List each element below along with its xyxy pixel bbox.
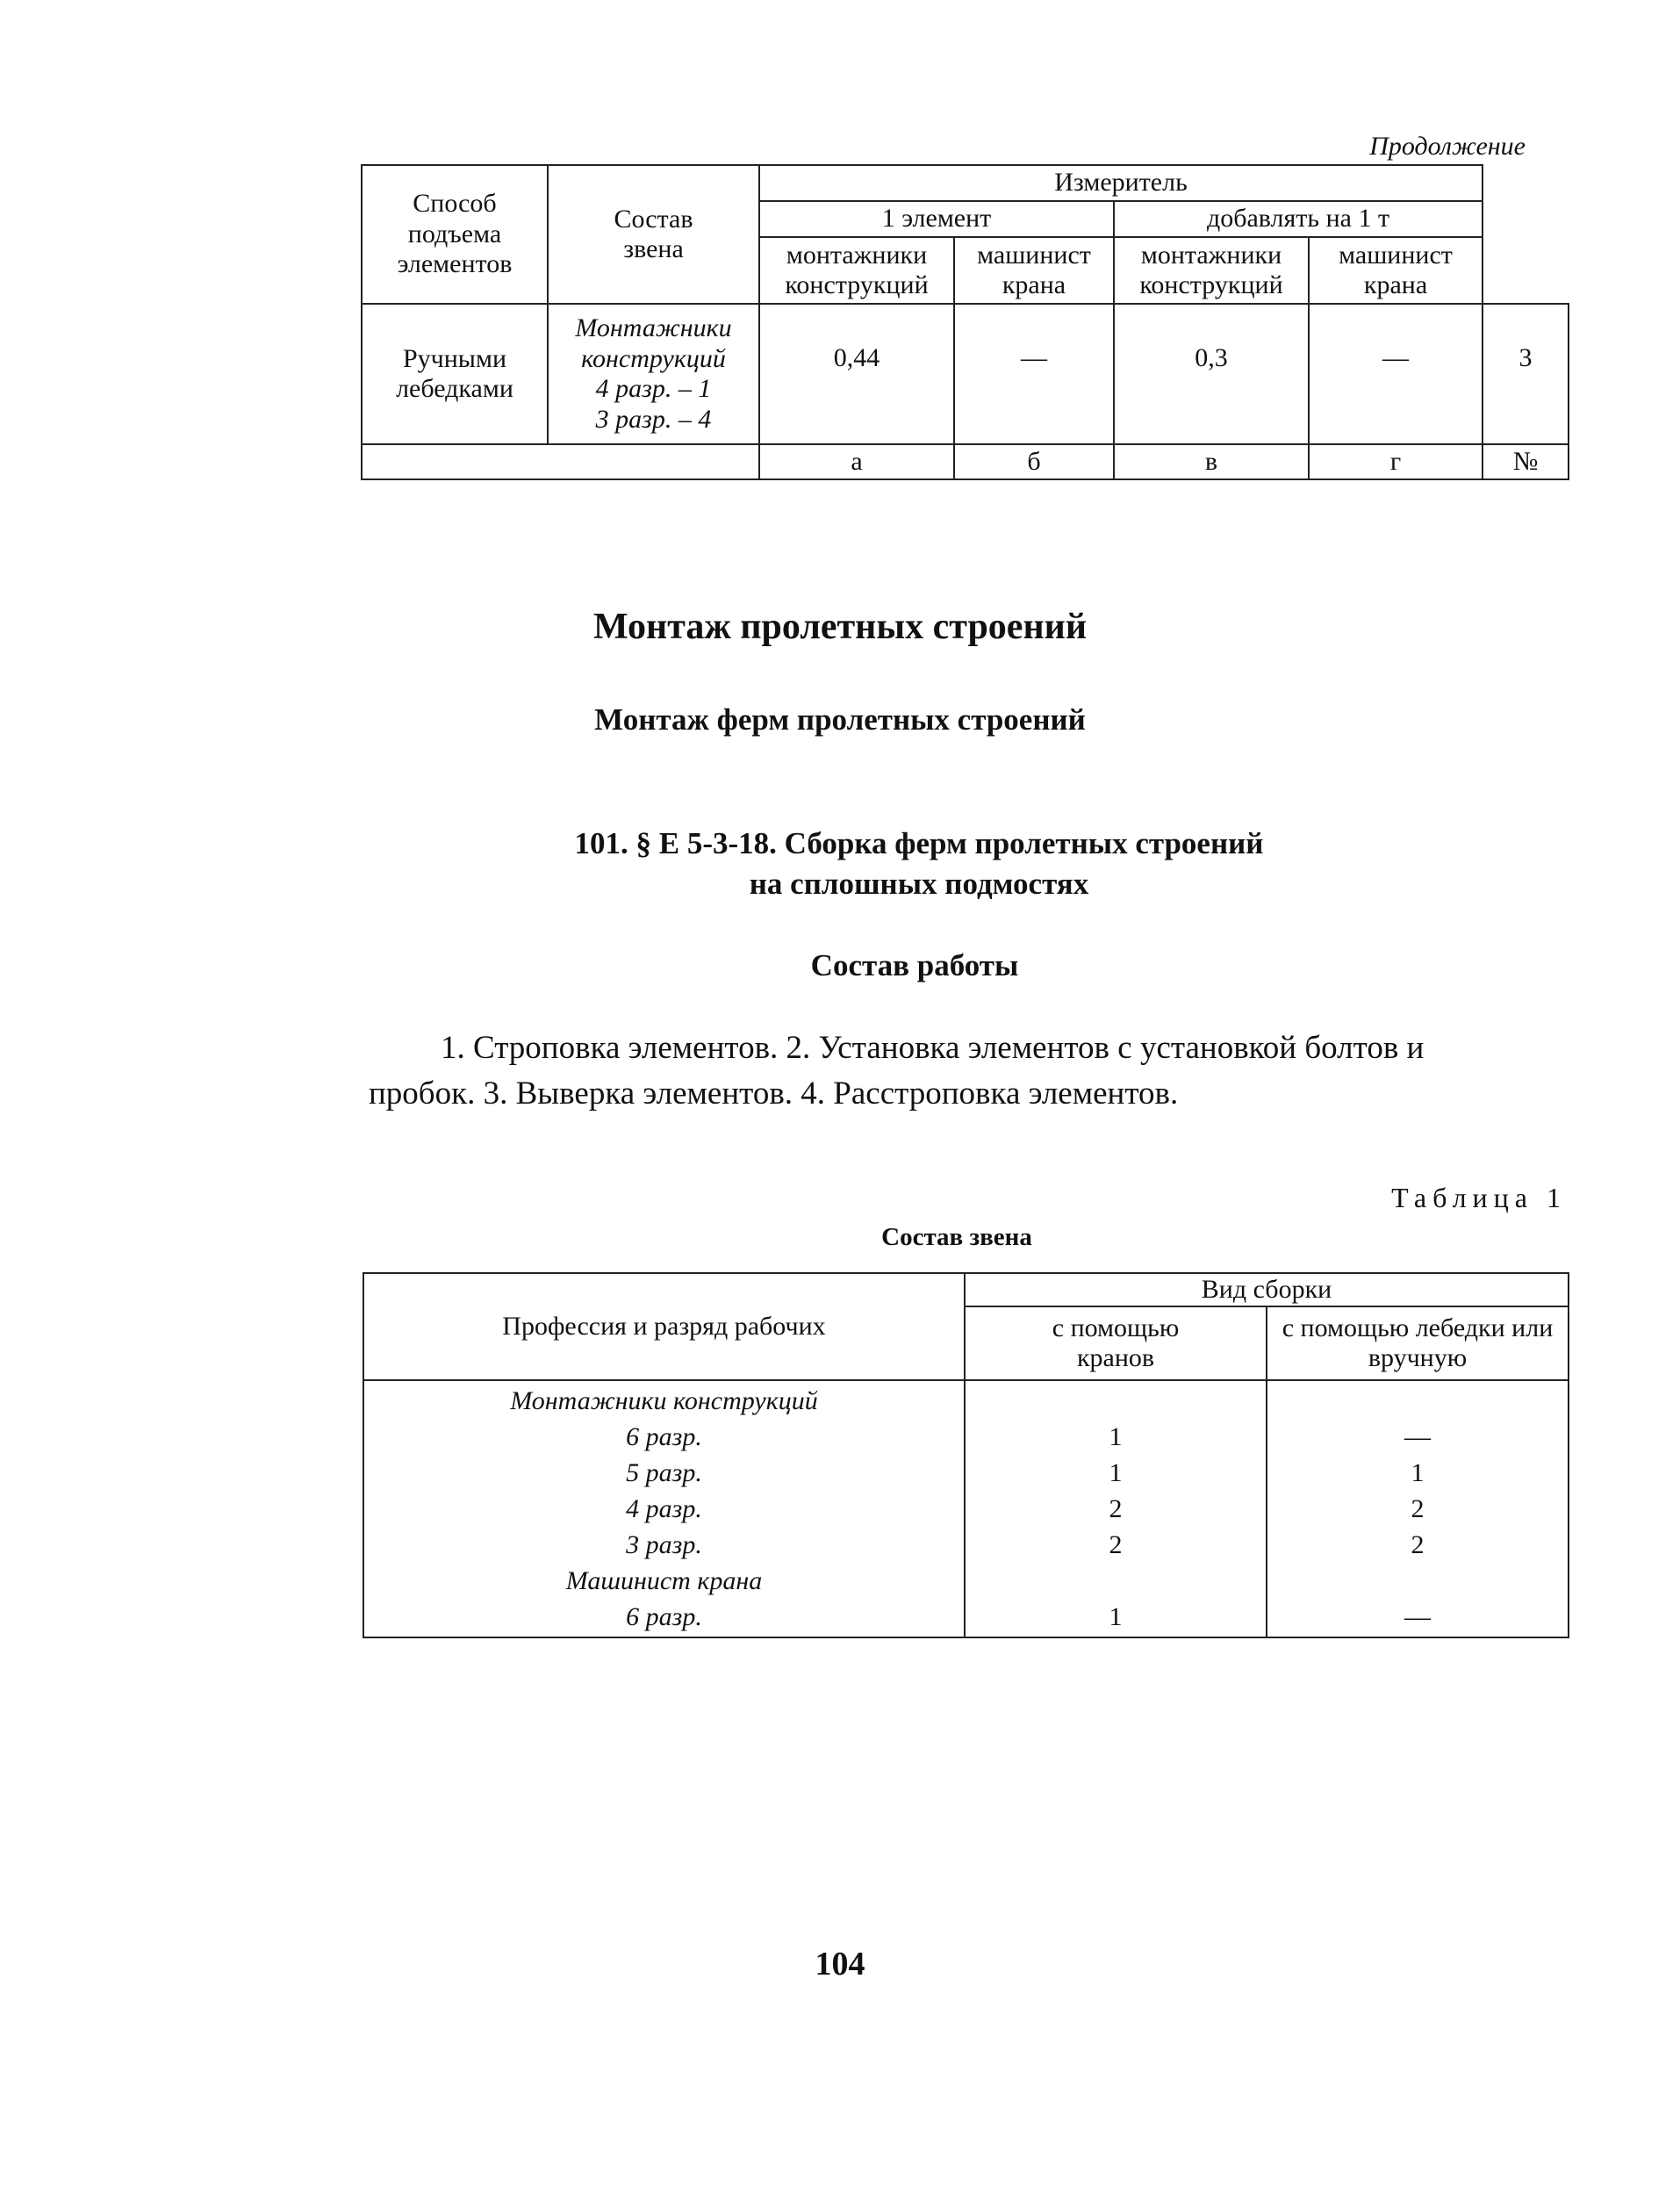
table-title: Состав звена — [881, 1223, 1032, 1251]
heading-main: Монтаж пролетных строений — [592, 607, 1088, 647]
header-installers-a: монтажники конструкций — [759, 237, 954, 304]
header-profession: Профессия и разряд рабочих — [363, 1273, 965, 1380]
work-description — [369, 1025, 1567, 1117]
row-value-a: 0,44 — [759, 304, 954, 444]
footer-a: а — [759, 444, 954, 479]
crew-cranes-value: 2 — [1109, 1494, 1123, 1523]
footer-d: г — [1309, 444, 1483, 479]
crew-row-label: 3 разр. — [626, 1530, 702, 1559]
header-one-element: 1 элемент — [759, 201, 1114, 237]
row-number: 3 — [1483, 304, 1569, 444]
row-method: Ручными лебедками — [362, 304, 548, 444]
crew-cranes-value: 2 — [1109, 1530, 1123, 1559]
work-text-line1: 1. Строповка элементов. 2. Установка элементов с установкой болтов и — [441, 1030, 1425, 1066]
crew-cranes-values — [965, 1380, 1267, 1637]
crew-row-label: 4 разр. — [626, 1494, 702, 1523]
header-crane-operator-d: машинист крана — [1309, 237, 1483, 304]
row-crew — [548, 304, 759, 444]
crew-row-label: 6 разр. — [626, 1422, 702, 1451]
crew-winch-values — [1267, 1380, 1569, 1637]
footer-b: б — [954, 444, 1114, 479]
crew-table — [363, 1272, 1569, 1638]
section-title-line2: на сплошных подмостях — [749, 866, 1089, 901]
crew-cranes-value — [966, 1563, 1266, 1599]
header-number-blank — [1483, 165, 1569, 304]
header-winch: с помощью лебедки или вручную — [1267, 1306, 1569, 1380]
crew-row-label: Монтажники конструкций — [510, 1386, 818, 1415]
crew-cranes-value: 1 — [1109, 1602, 1123, 1631]
header-meter: Измеритель — [759, 165, 1483, 201]
crew-winch-value: — — [1404, 1602, 1431, 1631]
crew-cranes-value: 1 — [1109, 1458, 1123, 1487]
crew-row-label: 6 разр. — [626, 1602, 702, 1631]
row-crew-grade3: 3 разр. – 4 — [595, 404, 712, 434]
header-cranes: с помощью кранов — [965, 1306, 1267, 1380]
continuation-label: Продолжение — [1369, 132, 1526, 161]
crew-row-label: Машинист крана — [565, 1566, 763, 1595]
header-method: Способ подъема элементов — [362, 165, 548, 304]
crew-cranes-value: 1 — [1109, 1422, 1123, 1451]
crew-winch-value: 2 — [1411, 1530, 1425, 1559]
work-heading: Состав работы — [810, 948, 1019, 982]
header-installers-c: монтажники конструкций — [1114, 237, 1309, 304]
row-value-c: 0,3 — [1114, 304, 1309, 444]
header-crew: Состав звена — [548, 165, 759, 304]
crew-winch-value — [1267, 1563, 1568, 1599]
header-crane-operator-b: машинист крана — [954, 237, 1114, 304]
footer-c: в — [1114, 444, 1309, 479]
crew-cranes-value — [966, 1383, 1266, 1419]
work-text-line2: пробок. 3. Выверка элементов. 4. Расстроповка элементов. — [369, 1075, 1179, 1112]
crew-winch-value: — — [1404, 1422, 1431, 1451]
section-title-line1: 101. § Е 5-3-18. Сборка ферм пролетных строений — [574, 826, 1264, 860]
row-value-b: — — [954, 304, 1114, 444]
header-add-per-ton: добавлять на 1 т — [1114, 201, 1483, 237]
footer-blank — [362, 444, 759, 479]
section-title — [0, 824, 1680, 903]
row-value-d: — — [1309, 304, 1483, 444]
header-assembly-type: Вид сборки — [965, 1273, 1569, 1306]
page-number: 104 — [815, 1946, 865, 1982]
crew-winch-value: 1 — [1411, 1458, 1425, 1487]
crew-labels — [363, 1380, 965, 1637]
row-crew-title: Монтажники конструкций — [575, 313, 732, 373]
crew-row-label: 5 разр. — [626, 1458, 702, 1487]
footer-num: № — [1483, 444, 1569, 479]
row-crew-grade4: 4 разр. – 1 — [595, 374, 712, 403]
crew-winch-value: 2 — [1411, 1494, 1425, 1523]
heading-sub: Монтаж ферм пролетных строений — [594, 702, 1086, 737]
norms-table — [361, 164, 1569, 480]
table-number: Таблица 1 — [1391, 1182, 1567, 1213]
crew-winch-value — [1267, 1383, 1568, 1419]
